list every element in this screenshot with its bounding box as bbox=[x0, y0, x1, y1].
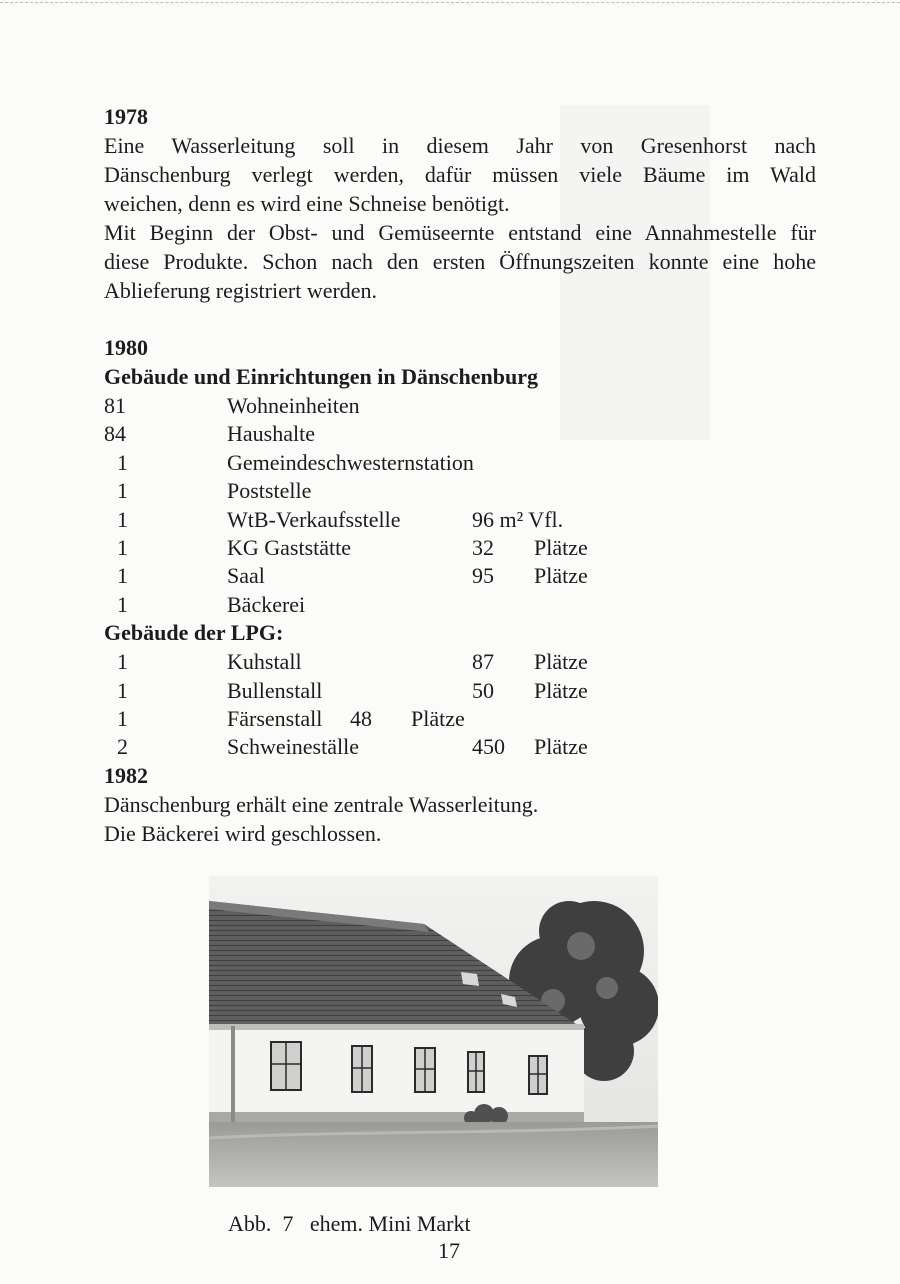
table-row bbox=[104, 590, 816, 618]
name-cell: Schweineställe bbox=[227, 734, 359, 760]
table-row bbox=[104, 476, 816, 504]
page-body bbox=[104, 102, 816, 848]
count-cell: 1 bbox=[117, 705, 128, 731]
section-heading-lpg: Gebäude der LPG: bbox=[104, 620, 284, 646]
count-cell: 1 bbox=[117, 449, 128, 475]
year-heading-1982: 1982 bbox=[104, 762, 148, 788]
value-cell: 95 bbox=[472, 563, 494, 589]
table-row bbox=[104, 448, 816, 476]
name-cell: Haushalte bbox=[227, 421, 315, 447]
name-cell: Saal bbox=[227, 563, 265, 589]
mini-markt-photo bbox=[209, 876, 658, 1187]
name-cell: KG Gaststätte bbox=[227, 534, 352, 560]
count-cell: 1 bbox=[117, 534, 128, 560]
unit-cell: Plätze bbox=[534, 649, 588, 675]
text-line: Die Bäckerei wird geschlossen. bbox=[104, 820, 382, 846]
text-line: Mit Beginn der Obst- und Gemüseernte entstand eine Annahmestelle für bbox=[104, 220, 816, 245]
unit-cell: Plätze bbox=[534, 534, 588, 560]
text-line: Ablieferung registriert werden. bbox=[104, 278, 378, 303]
table-row bbox=[104, 533, 816, 561]
table-row bbox=[104, 419, 816, 447]
count-cell: 1 bbox=[117, 677, 128, 703]
count-cell: 84 bbox=[104, 421, 126, 447]
count-cell: 1 bbox=[117, 478, 128, 504]
scan-edge-line bbox=[0, 2, 900, 3]
text-line: Dänschenburg verlegt werden, dafür müssen viele Bäume im Wald bbox=[104, 162, 816, 187]
count-cell: 2 bbox=[117, 734, 128, 760]
village-facilities-table bbox=[104, 391, 816, 618]
text-line: diese Produkte. Schon nach den ersten Öffnungszeiten konnte eine hohe bbox=[104, 249, 816, 274]
value-cell: 50 bbox=[472, 677, 494, 703]
page-number: 17 bbox=[438, 1238, 460, 1263]
unit-cell: Plätze bbox=[534, 677, 588, 703]
figure-caption bbox=[228, 1211, 471, 1237]
name-cell: Wohneinheiten bbox=[227, 393, 360, 418]
count-cell: 1 bbox=[117, 506, 128, 532]
name-cell: Bullenstall bbox=[227, 677, 323, 703]
count-cell: 81 bbox=[104, 393, 126, 418]
value-cell: 96 m² Vfl. bbox=[472, 506, 564, 532]
building-photo-drawing bbox=[209, 876, 658, 1187]
text-line: Eine Wasserleitung soll in diesem Jahr von Gresenhorst nach bbox=[104, 133, 816, 158]
value-cell: 450 bbox=[472, 734, 505, 760]
value-cell: 48 bbox=[350, 705, 372, 731]
section-heading-village: Gebäude und Einrichtungen in Dänschenburg bbox=[104, 364, 539, 389]
count-cell: 1 bbox=[117, 591, 128, 617]
name-cell: WtB-Verkaufsstelle bbox=[227, 506, 401, 532]
name-cell: Kuhstall bbox=[227, 649, 302, 675]
count-cell: 1 bbox=[117, 563, 128, 589]
name-cell: Bäckerei bbox=[227, 591, 306, 617]
table-row bbox=[104, 704, 816, 732]
table-row bbox=[104, 647, 816, 675]
name-cell: Gemeindeschwesternstation bbox=[227, 449, 474, 475]
text-line: weichen, denn es wird eine Schneise benötigt. bbox=[104, 191, 510, 216]
value-cell: 87 bbox=[472, 649, 494, 675]
table-row bbox=[104, 505, 816, 533]
table-row bbox=[104, 676, 816, 704]
unit-cell: Plätze bbox=[534, 563, 588, 589]
count-cell: 1 bbox=[117, 649, 128, 675]
table-row bbox=[104, 732, 816, 760]
unit-cell: Plätze bbox=[411, 705, 465, 731]
table-row bbox=[104, 561, 816, 589]
figure-caption-text: Abb. 7 ehem. Mini Markt bbox=[228, 1211, 471, 1236]
lpg-buildings-table bbox=[104, 647, 816, 761]
year-heading-1978: 1978 bbox=[104, 104, 148, 129]
unit-cell: Plätze bbox=[534, 734, 588, 760]
text-line: Dänschenburg erhält eine zentrale Wasserleitung. bbox=[104, 791, 539, 817]
value-cell: 32 bbox=[472, 534, 494, 560]
table-row bbox=[104, 391, 816, 419]
name-cell: Poststelle bbox=[227, 478, 312, 504]
name-cell: Färsenstall bbox=[227, 705, 323, 731]
year-heading-1980: 1980 bbox=[104, 335, 148, 360]
